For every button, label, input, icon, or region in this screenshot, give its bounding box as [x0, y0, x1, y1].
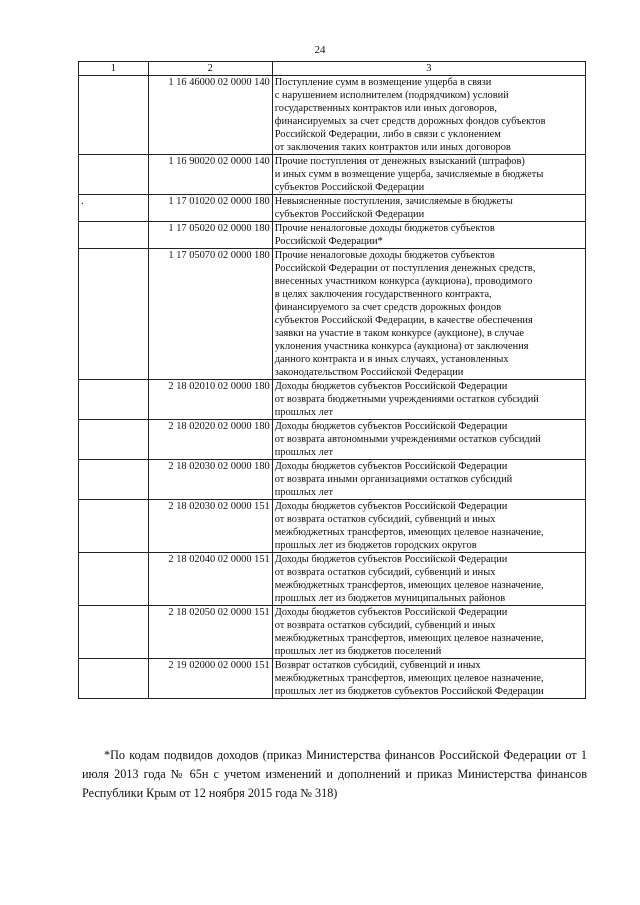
page-number: 24 [314, 44, 326, 56]
table-row [79, 195, 586, 222]
table-row [79, 460, 586, 500]
income-codes-table [78, 61, 586, 699]
column-header-1: 1 [79, 62, 149, 76]
table-row [79, 222, 586, 249]
table-row [79, 380, 586, 420]
income-code-cell: 1 17 05070 02 0000 180 [148, 249, 272, 380]
table-body [79, 76, 586, 699]
table-row [79, 420, 586, 460]
description-cell: Доходы бюджетов субъектов Российской Федерации от возврата остатков субсидий, субвенций и иных межбюджетных трансфертов, имеющих целевое назначение, прошлых лет из бюджетов поселений [272, 606, 585, 659]
row-marker-cell [79, 606, 149, 659]
row-marker-cell [79, 420, 149, 460]
table-row [79, 606, 586, 659]
description-cell: Доходы бюджетов субъектов Российской Федерации от возврата остатков субсидий, субвенций и иных межбюджетных трансфертов, имеющих целевое назначение, прошлых лет из бюджетов городских округов [272, 500, 585, 553]
row-marker-cell [79, 553, 149, 606]
row-marker-cell [79, 659, 149, 699]
row-marker-cell [79, 460, 149, 500]
description-cell: Прочие неналоговые доходы бюджетов субъектов Российской Федерации* [272, 222, 585, 249]
income-code-cell: 1 17 05020 02 0000 180 [148, 222, 272, 249]
table-row [79, 249, 586, 380]
description-cell: Поступление сумм в возмещение ущерба в связи с нарушением исполнителем (подрядчиком) условий государственных контрактов или иных договоров, финансируемых за счет средств дорожных фондов субъектов Российской Федерации, либо в связи с уклонением от заключения таких контрактов или иных договоров [272, 76, 585, 155]
row-marker-cell [79, 500, 149, 553]
table-row [79, 500, 586, 553]
income-code-cell: 1 16 90020 02 0000 140 [148, 155, 272, 195]
column-header-3: 3 [272, 62, 585, 76]
table-header-row [79, 62, 586, 76]
row-marker-cell: . [79, 195, 149, 222]
table-row [79, 553, 586, 606]
description-cell: Доходы бюджетов субъектов Российской Федерации от возврата автономными учреждениями остатков субсидий прошлых лет [272, 420, 585, 460]
description-cell: Доходы бюджетов субъектов Российской Федерации от возврата остатков субсидий, субвенций и иных межбюджетных трансфертов, имеющих целевое назначение, прошлых лет из бюджетов муниципальных районов [272, 553, 585, 606]
income-code-cell: 2 18 02040 02 0000 151 [148, 553, 272, 606]
description-cell: Прочие поступления от денежных взысканий (штрафов) и иных сумм в возмещение ущерба, зачисляемые в бюджеты субъектов Российской Федерации [272, 155, 585, 195]
table-row [79, 659, 586, 699]
row-marker-cell [79, 76, 149, 155]
row-marker-cell [79, 155, 149, 195]
income-code-cell: 2 18 02030 02 0000 180 [148, 460, 272, 500]
row-marker-cell [79, 380, 149, 420]
income-code-cell: 2 19 02000 02 0000 151 [148, 659, 272, 699]
description-cell: Невыясненные поступления, зачисляемые в бюджеты субъектов Российской Федерации [272, 195, 585, 222]
income-code-cell: 1 16 46000 02 0000 140 [148, 76, 272, 155]
table-row [79, 76, 586, 155]
description-cell: Доходы бюджетов субъектов Российской Федерации от возврата бюджетными учреждениями остатков субсидий прошлых лет [272, 380, 585, 420]
row-marker-cell [79, 222, 149, 249]
footnote: *По кодам подвидов доходов (приказ Министерства финансов Российской Федерации от 1 июля 2013 года № 65н с учетом изменений и дополнений и приказ Министерства финансов Республики Крым от 12 ноября 2015 года № 318) [82, 748, 587, 800]
description-cell: Прочие неналоговые доходы бюджетов субъектов Российской Федерации от поступления денежных средств, внесенных участником конкурса (аукциона), проводимого в целях заключения государственного контракта, финансируемого за счет средств дорожных фондов субъектов Российской Федерации, в качестве обеспечения заявки на участие в таком конкурсе (аукционе), в случае уклонения участника конкурса (аукциона) от заключения данного контракта и в иных случаях, установленных законодательством Российской Федерации [272, 249, 585, 380]
column-header-2: 2 [148, 62, 272, 76]
description-cell: Возврат остатков субсидий, субвенций и иных межбюджетных трансфертов, имеющих целевое назначение, прошлых лет из бюджетов субъектов Российской Федерации [272, 659, 585, 699]
row-marker-cell [79, 249, 149, 380]
income-code-cell: 2 18 02050 02 0000 151 [148, 606, 272, 659]
table-row [79, 155, 586, 195]
income-code-cell: 2 18 02010 02 0000 180 [148, 380, 272, 420]
income-code-cell: 2 18 02030 02 0000 151 [148, 500, 272, 553]
income-code-cell: 2 18 02020 02 0000 180 [148, 420, 272, 460]
income-code-cell: 1 17 01020 02 0000 180 [148, 195, 272, 222]
description-cell: Доходы бюджетов субъектов Российской Федерации от возврата иными организациями остатков субсидий прошлых лет [272, 460, 585, 500]
